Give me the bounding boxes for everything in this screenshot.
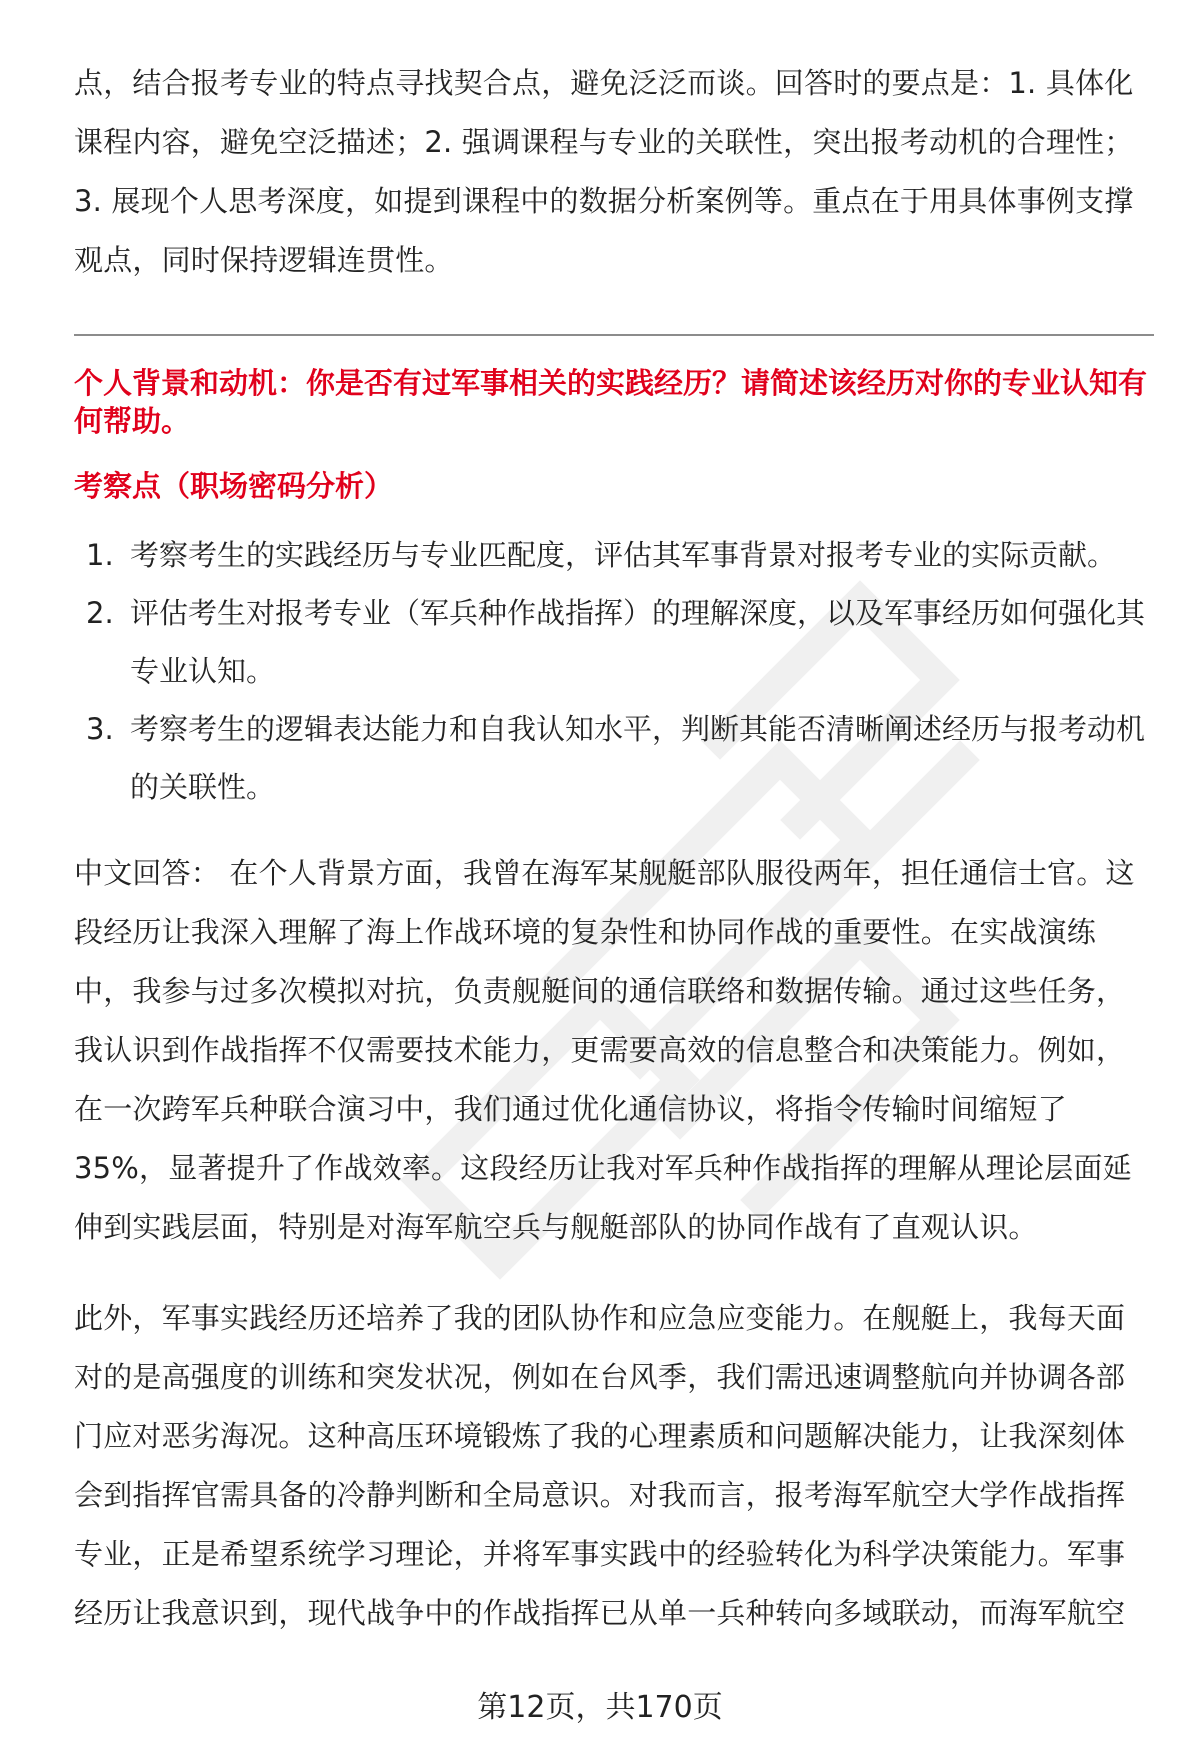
list-item [74, 700, 1154, 816]
intro-paragraph: 点，结合报考专业的特点寻找契合点，避免泛泛而谈。回答时的要点是：1. 具体化课程内容，避免空泛描述；2. 强调课程与专业的关联性，突出报考动机的合理性；3. 展现个人思考深度，如提到课程中的数据分析案例等。重点在于用具体事例支撑观点，同时保持逻辑连贯性。 [74, 66, 1134, 277]
list-item-number: 3. [86, 712, 114, 746]
assessment-points-list [74, 526, 1154, 816]
page-number-footer: 第12页，共170页 [477, 1690, 723, 1725]
assessment-points-heading: 考察点（职场密码分析） [74, 469, 394, 503]
list-item-number: 1. [86, 538, 114, 572]
answer-paragraph-1: 中文回答： 在个人背景方面，我曾在海军某舰艇部队服役两年，担任通信士官。这段经历让我深入理解了海上作战环境的复杂性和协同作战的重要性。在实战演练中，我参与过多次模拟对抗，负责舰艇间的通信联络和数据传输。通过这些任务，我认识到作战指挥不仅需要技术能力，更需要高效的信息整合和决策能力。例如，在一次跨军兵种联合演习中，我们通过优化通信协议，将指令传输时间缩短了35%，显著提升了作战效率。这段经历让我对军兵种作战指挥的理解从理论层面延伸到实践层面，特别是对海军航空兵与舰艇部队的协同作战有了直观认识。 [74, 856, 1135, 1244]
answer-paragraph-2: 此外，军事实践经历还培养了我的团队协作和应急应变能力。在舰艇上，我每天面对的是高强度的训练和突发状况，例如在台风季，我们需迅速调整航向并协调各部门应对恶劣海况。这种高压环境锻炼了我的心理素质和问题解决能力，让我深刻体会到指挥官需具备的冷静判断和全局意识。对我而言，报考海军航空大学作战指挥专业，正是希望系统学习理论，并将军事实践中的经验转化为科学决策能力。军事经历让我意识到，现代战争中的作战指挥已从单一兵种转向多域联动，而海军航空 [74, 1301, 1126, 1630]
list-item [74, 584, 1154, 700]
list-item [74, 526, 1154, 584]
list-item-text: 考察考生的逻辑表达能力和自我认知水平，判断其能否清晰阐述经历与报考动机的关联性。 [130, 712, 1146, 804]
list-item-number: 2. [86, 596, 114, 630]
list-item-text: 考察考生的实践经历与专业匹配度，评估其军事背景对报考专业的实际贡献。 [130, 538, 1117, 572]
list-item-text: 评估考生对报考专业（军兵种作战指挥）的理解深度，以及军事经历如何强化其专业认知。 [130, 596, 1146, 688]
document-page [74, 54, 1154, 1643]
question-heading: 个人背景和动机：你是否有过军事相关的实践经历？请简述该经历对你的专业认知有何帮助。 [74, 366, 1148, 438]
section-divider [74, 334, 1154, 336]
